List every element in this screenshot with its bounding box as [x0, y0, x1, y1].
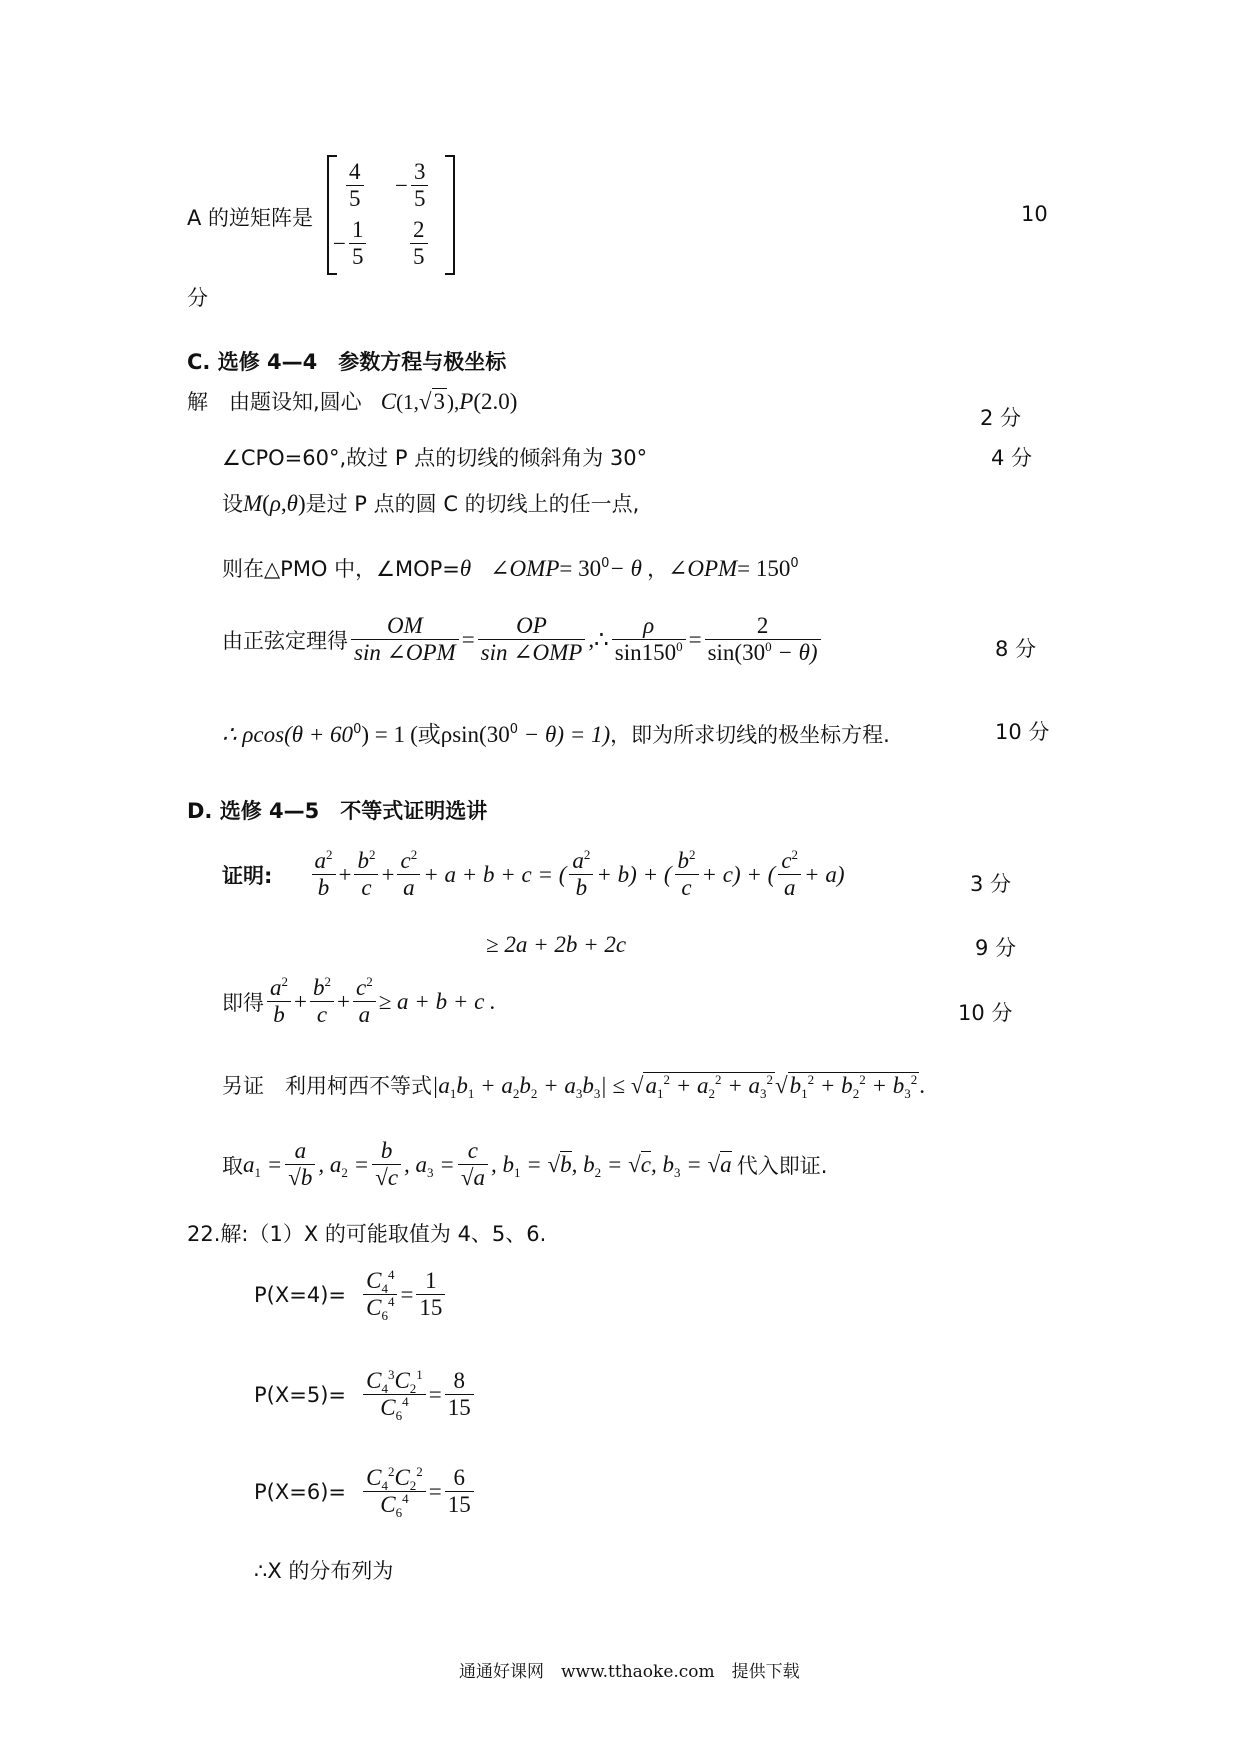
matrix-cell-a22: $\frac{2}{5}$	[410, 217, 428, 271]
section-d-line2: ≥ 2a + 2b + 2c	[486, 932, 627, 957]
problem-22-line1: 22.解:（1）X 的可能取值为 4、5、6.	[187, 1222, 547, 1246]
section-c-score5: 8 分	[995, 637, 1037, 661]
matrix-label: A 的逆矩阵是	[187, 206, 314, 230]
section-c-score6: 10 分	[995, 720, 1050, 744]
matrix-minus: −	[333, 230, 346, 256]
page-footer: 通通好课网 www.tthaoke.com 提供下载	[459, 1662, 800, 1682]
problem-22-p6: P(X=6)= $\frac{C_4^2C_2^2}{C_6^4}$ = $\frac{6}{15}$	[254, 1465, 477, 1519]
section-c-line2: ∠CPO=60°,故过 P 点的切线的倾斜角为 30°	[222, 446, 648, 470]
inverse-matrix	[327, 155, 455, 275]
section-d-alt-proof: 另证 利用柯西不等式$|a_1b_1 + a_2b_2 + a_3b_3| \le √a_1^2 + a_2^2 + a_3^2√b_1^2 + b_2^2 + b_3^2$.	[222, 1072, 925, 1101]
section-d-heading: D. 选修 4—5 不等式证明选讲	[187, 799, 488, 823]
section-d-score1: 3 分	[970, 872, 1012, 896]
problem-22-distribution-line: ∴X 的分布列为	[254, 1559, 394, 1583]
section-c-line3: 设M(ρ,θ)是过 P 点的圆 C 的切线上的任一点,	[222, 491, 640, 516]
section-d-take-line: 取$a_1$ = $\frac{a}{√b}$ , $a_2$ = $\frac{b}{√c}$ , $a_3$ = $\frac{c}{√a}$ , $b_1 = √b$, $b_2 = √c$, $b_3 = √a$ 代入即证.	[222, 1138, 828, 1191]
section-c-line5: 由正弦定理得 $\frac{OM}{\text{sin ∠OPM}}$ = $\frac{OP}{\text{sin ∠OMP}}$ ,∴ $\frac{\rho}{\sin 150^0}$ = $\frac{2}{\sin(30^0 - \theta)}$	[222, 613, 824, 667]
section-d-line3: 即得 $\frac{a^2}{b}$ + $\frac{b^2}{c}$ + $\frac{c^2}{a}$ ≥ a + b + c .	[222, 974, 496, 1028]
section-d-score3: 10 分	[958, 1001, 1013, 1025]
matrix-cell-a12: $\frac{3}{5}$	[411, 159, 429, 213]
matrix-cell-a11: $\frac{4}{5}$	[346, 159, 364, 213]
section-d-score2: 9 分	[975, 936, 1017, 960]
problem-22-p5: P(X=5)= $\frac{C_4^3C_2^1}{C_6^4}$ = $\frac{8}{15}$	[254, 1368, 477, 1422]
problem-22-p4: P(X=4)= $\frac{C_4^4}{C_6^4}$ = $\frac{1}{15}$	[254, 1268, 448, 1322]
section-c-line1: 解 由题设知,圆心 C(1,√3),P(2.0)	[187, 389, 518, 414]
matrix-minus: −	[395, 172, 408, 198]
section-c-score1: 2 分	[980, 406, 1022, 430]
matrix-cell-a21: $\frac{1}{5}$	[349, 217, 367, 271]
section-c-heading: C. 选修 4—4 参数方程与极坐标	[187, 350, 507, 374]
matrix-score-unit: 分	[187, 286, 208, 310]
section-d-proof-line1: 证明: $\frac{a^2}{b}$ + $\frac{b^2}{c}$ + $\frac{c^2}{a}$ + a + b + c = ( $\frac{a^2}{b}$ + b) + ( $\frac{b^2}{c}$ + c) + ( $\frac{c^2}{a}$ + a)	[222, 847, 845, 901]
section-c-score2: 4 分	[991, 446, 1033, 470]
section-c-line6: ∴ $\rho\cos(\theta + 60^0) = 1$ (或$\rho\sin(30^0 - \theta) = 1$)，即为所求切线的极坐标方程.	[222, 722, 890, 747]
matrix-score-number: 10	[1021, 202, 1048, 226]
section-c-line4: 则在△PMO 中，∠MOP=θ ∠OMP= $30^0- \theta$ ，∠OPM= $150^0$	[222, 556, 799, 581]
